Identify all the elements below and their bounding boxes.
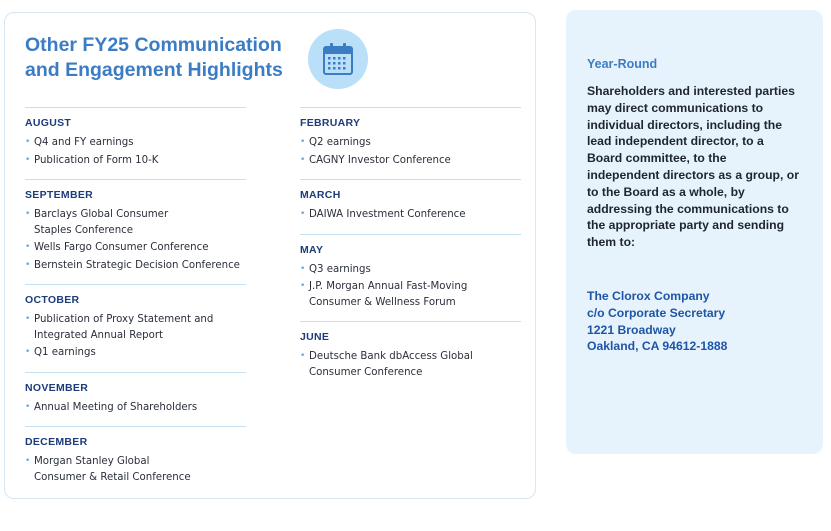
month-section-march: [300, 188, 521, 234]
month-heading: JUNE: [300, 331, 330, 343]
calendar-icon: [322, 42, 354, 76]
address-line: The Clorox Company: [587, 289, 710, 303]
list-item: • Publication of Proxy Statement and Integrated Annual Report: [25, 312, 246, 343]
month-section-may: [300, 243, 521, 322]
list-item: • J.P. Morgan Annual Fast-Moving Consumer & Wellness Forum: [300, 279, 521, 310]
list-item: • Morgan Stanley Global Consumer & Retail Conference: [25, 454, 199, 485]
card-title: Other FY25 Communication and Engagement Highlights: [25, 34, 283, 81]
list-item: • Wells Fargo Consumer Conference: [25, 240, 246, 256]
month-heading: DECEMBER: [25, 436, 88, 448]
list-item: • DAIWA Investment Conference: [300, 207, 521, 223]
month-section-june: [300, 330, 521, 391]
list-item: • Barclays Global Consumer Staples Conference: [25, 207, 184, 238]
list-item: • Q3 earnings: [300, 262, 521, 278]
divider: [300, 179, 521, 180]
month-heading: AUGUST: [25, 117, 72, 129]
divider: [25, 284, 246, 285]
list-item: • Deutsche Bank dbAccess Global Consumer Conference: [300, 349, 521, 380]
divider: [300, 234, 521, 235]
month-heading: SEPTEMBER: [25, 189, 94, 201]
month-section-august: [25, 116, 246, 179]
address-line: 1221 Broadway: [587, 322, 676, 337]
month-section-october: [25, 293, 246, 372]
list-item: • Publication of Form 10-K: [25, 153, 246, 169]
month-heading: OCTOBER: [25, 294, 80, 306]
divider: [25, 107, 246, 108]
year-round-panel: [566, 10, 823, 454]
panel-heading: Year-Round: [587, 57, 658, 71]
month-heading: MAY: [300, 243, 324, 256]
divider: [300, 321, 521, 322]
month-section-september: [25, 188, 246, 284]
month-heading: FEBRUARY: [300, 117, 361, 129]
divider: [25, 426, 246, 427]
right-column: [300, 107, 521, 391]
address-line: c/o Corporate Secretary: [587, 305, 726, 320]
highlights-card: [4, 12, 536, 499]
list-item: • Bernstein Strategic Decision Conference: [25, 258, 246, 274]
mailing-address: [587, 288, 807, 355]
divider: [25, 372, 246, 373]
left-column: [25, 107, 246, 496]
month-section-december: [25, 435, 246, 496]
month-heading: NOVEMBER: [25, 381, 89, 394]
month-heading: MARCH: [300, 189, 341, 201]
month-section-february: [300, 116, 521, 179]
calendar-badge: [308, 29, 368, 89]
divider: [300, 107, 521, 108]
divider: [25, 179, 246, 180]
list-item: • Q1 earnings: [25, 345, 246, 361]
list-item: • Q4 and FY earnings: [25, 135, 246, 151]
month-section-november: [25, 381, 246, 427]
list-item: • CAGNY Investor Conference: [300, 153, 521, 169]
list-item: • Q2 earnings: [300, 135, 521, 151]
panel-body: Shareholders and interested parties may direct communications to individual directors, including the lead independent director, to a Board committee, to the independent directors as a group, or to the Board as a whole, by addressing the communications to the appropriate party and sending them to:: [587, 84, 799, 250]
address-line: Oakland, CA 94612-1888: [587, 339, 728, 354]
list-item: • Annual Meeting of Shareholders: [25, 400, 246, 416]
